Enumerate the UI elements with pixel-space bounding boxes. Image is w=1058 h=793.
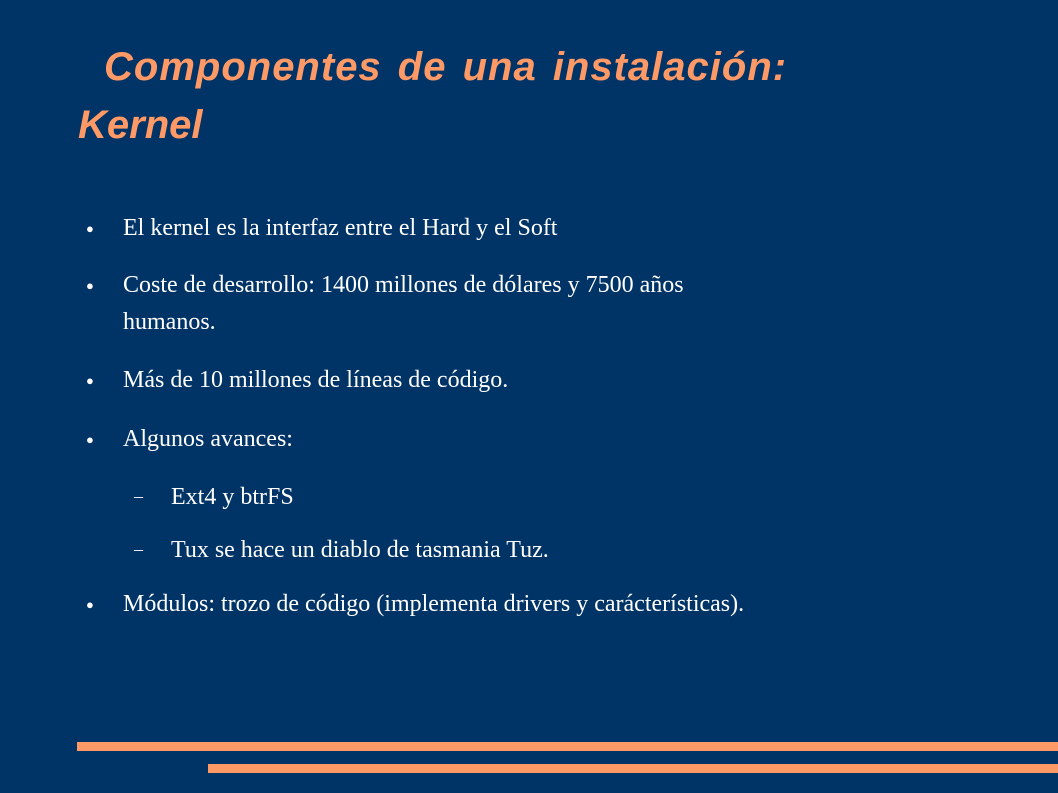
list-item-line: Coste de desarrollo: 1400 millones de dólares y 7500 años: [123, 272, 684, 298]
bullet-dot-icon: ●: [86, 278, 94, 293]
title-line-1: Componentes de una instalación:: [104, 45, 788, 89]
list-item-text: [123, 267, 923, 341]
title-line-2: Kernel: [78, 103, 203, 147]
list-item-line: El kernel es la interfaz entre el Hard y el Soft: [123, 215, 558, 241]
dash-bullet-icon: –: [134, 486, 143, 506]
list-item-text: [123, 586, 923, 623]
decorative-bar-lower: [208, 764, 1058, 773]
list-item-line: Ext4 y btrFS: [171, 484, 294, 510]
list-item-text: [171, 479, 971, 516]
list-item-line: Tux se hace un diablo de tasmania Tuz.: [171, 537, 549, 563]
bullet-dot-icon: ●: [86, 432, 94, 447]
list-item-line: Más de 10 millones de líneas de código.: [123, 367, 509, 393]
bullet-dot-icon: ●: [86, 373, 94, 388]
list-item-text: [123, 362, 923, 399]
slide-title: [78, 38, 1008, 154]
list-item-line: humanos.: [123, 309, 216, 335]
list-item-text: [123, 210, 923, 247]
decorative-bar-upper: [77, 742, 1058, 751]
list-item-line: Algunos avances:: [123, 426, 293, 452]
dash-bullet-icon: –: [134, 539, 143, 559]
list-item-text: [123, 421, 923, 458]
bullet-dot-icon: ●: [86, 221, 94, 236]
list-item-line: Módulos: trozo de código (implementa drivers y carácterísticas).: [123, 591, 745, 617]
bullet-dot-icon: ●: [86, 597, 94, 612]
list-item-text: [171, 532, 971, 569]
